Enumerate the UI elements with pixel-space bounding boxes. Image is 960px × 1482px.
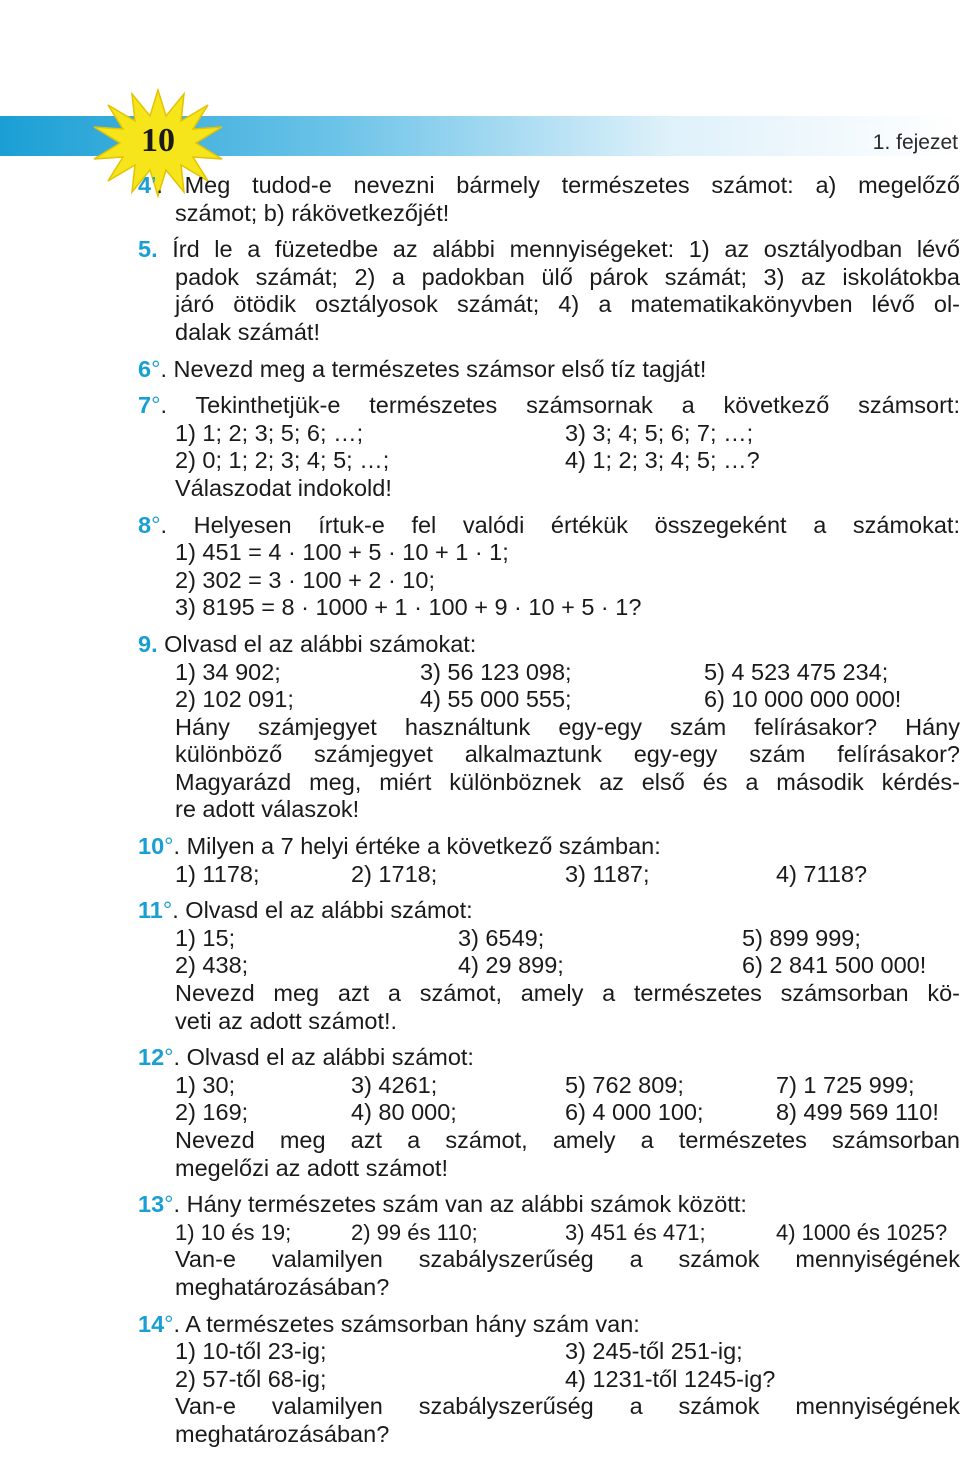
difficulty-mark: ° <box>151 355 161 382</box>
exercise-text: Írd le a füzetedbe az alábbi mennyiségeket: 1) az osztályodban lévő <box>157 236 960 263</box>
exercise-line: dalak számát! <box>175 318 320 345</box>
difficulty-mark: ° <box>164 833 174 860</box>
exercise-line <box>138 631 960 659</box>
exercise-line: megelőzi az adott számot! <box>175 1154 448 1181</box>
item: 3) 245-től 251-ig; <box>565 1338 743 1365</box>
item: 3) 8195 = 8 · 1000 + 1 · 100 + 9 · 10 + 5 · 1? <box>175 594 642 621</box>
exercise-line <box>138 356 960 384</box>
exercise-text: . Olvasd el az alábbi számot: <box>172 897 473 924</box>
exercise-line: járó ötödik osztályosok számát; 4) a matematikakönyvben lévő ol- <box>175 291 960 318</box>
item: 6) 2 841 500 000! <box>742 952 927 979</box>
exercise-7 <box>138 392 960 502</box>
item: 1) 10 és 19; <box>175 1219 292 1245</box>
exercise-line: veti az adott számot!. <box>175 1007 398 1034</box>
exercise-line <box>138 512 960 540</box>
exercise-line <box>138 897 960 925</box>
exercise-line: meghatározásában? <box>175 1273 390 1300</box>
item: 1) 30; <box>175 1071 236 1098</box>
exercise-number: 12 <box>138 1044 165 1071</box>
item: 1) 1178; <box>175 860 260 887</box>
item-row <box>138 1099 960 1127</box>
exercise-text: Olvasd el az alábbi számokat: <box>157 630 477 657</box>
exercise-8 <box>138 512 960 622</box>
difficulty-mark: ° <box>164 1044 174 1071</box>
difficulty-mark: ° <box>164 1191 174 1218</box>
item-row <box>138 952 960 980</box>
exercise-line <box>138 833 960 861</box>
item: 1) 34 902; <box>175 658 281 685</box>
exercise-line: Van-e valamilyen szabályszerűség a számok mennyiségének <box>175 1393 960 1420</box>
difficulty-mark: ’ <box>151 172 157 198</box>
item-row <box>138 1219 960 1247</box>
item: 4) 1000 és 1025? <box>776 1219 948 1245</box>
exercise-list <box>138 172 960 1449</box>
exercise-text: . Helyesen írtuk-e fel valódi értékük összegeként a számokat: <box>160 511 960 538</box>
exercise-line: Válaszodat indokold! <box>175 474 392 501</box>
item: 4) 80 000; <box>351 1099 457 1126</box>
item: 5) 899 999; <box>742 924 861 951</box>
exercise-line <box>138 172 960 200</box>
item: 2) 0; 1; 2; 3; 4; 5; …; <box>175 447 390 474</box>
exercise-5 <box>138 236 960 346</box>
difficulty-mark: ° <box>162 897 173 924</box>
exercise-number: 9. <box>138 630 158 657</box>
difficulty-mark: ° <box>151 392 161 419</box>
item: 5) 4 523 475 234; <box>704 658 889 685</box>
item: 2) 102 091; <box>175 686 294 713</box>
item: 1) 15; <box>175 924 236 951</box>
item-row <box>138 1338 960 1366</box>
exercise-text: . A természetes számsorban hány szám van: <box>173 1310 640 1337</box>
exercise-line: Van-e valamilyen szabályszerűség a számok mennyiségének <box>175 1246 960 1273</box>
exercise-text: . Hány természetes szám van az alábbi számok között: <box>173 1191 747 1218</box>
exercise-number: 14 <box>138 1310 165 1337</box>
exercise-line: padok számát; 2) a padokban ülő párok számát; 3) az iskolátokba <box>175 263 960 290</box>
exercise-10 <box>138 833 960 888</box>
exercise-line: különböző számjegyet alkalmaztunk egy-egy szám felírásakor? <box>175 741 960 768</box>
item: 6) 4 000 100; <box>565 1099 704 1126</box>
item-row <box>138 925 960 953</box>
exercise-number: 4 <box>138 172 152 198</box>
item: 1) 10-től 23-ig; <box>175 1338 327 1365</box>
item: 3) 6549; <box>458 924 545 951</box>
exercise-13 <box>138 1191 960 1301</box>
exercise-line: meghatározásában? <box>175 1420 390 1447</box>
exercise-line <box>138 1191 960 1219</box>
exercise-text: . Milyen a 7 helyi értéke a következő számban: <box>173 833 661 860</box>
item: 2) 302 = 3 · 100 + 2 · 10; <box>175 566 435 593</box>
exercise-number: 11 <box>138 897 163 924</box>
item: 5) 762 809; <box>565 1071 684 1098</box>
chapter-label: 1. fejezet <box>872 131 958 154</box>
item: 2) 99 és 110; <box>351 1219 478 1245</box>
exercise-number: 13 <box>138 1191 165 1218</box>
exercise-text: . Nevezd meg a természetes számsor első tíz tagját! <box>160 355 707 382</box>
exercise-4 <box>138 172 960 227</box>
item-row <box>138 861 960 889</box>
exercise-14 <box>138 1311 960 1449</box>
item-row <box>138 1072 960 1100</box>
exercise-number: 7 <box>138 392 152 419</box>
exercise-number: 10 <box>138 833 165 860</box>
exercise-line: Nevezd meg azt a számot, amely a természetes számsorban kö- <box>175 980 960 1007</box>
item: 3) 1187; <box>565 860 650 887</box>
exercise-line: Magyarázd meg, miért különböznek az első és a második kérdés- <box>175 768 960 795</box>
item-row <box>138 447 960 475</box>
item: 1) 1; 2; 3; 5; 6; …; <box>175 419 364 446</box>
difficulty-mark: ° <box>151 511 161 538</box>
exercise-number: 5. <box>138 236 158 263</box>
exercise-line: Nevezd meg azt a számot, amely a természetes számsorban <box>175 1127 960 1153</box>
item: 2) 57-től 68-ig; <box>175 1365 327 1392</box>
item: 3) 4261; <box>351 1071 438 1098</box>
item: 4) 29 899; <box>458 952 564 979</box>
exercise-line: számot; b) rákövetkezőjét! <box>175 199 450 226</box>
item-row <box>138 1366 960 1394</box>
exercise-6 <box>138 356 960 384</box>
item: 3) 3; 4; 5; 6; 7; …; <box>565 419 754 446</box>
item: 2) 1718; <box>351 860 438 887</box>
item: 1) 451 = 4 · 100 + 5 · 10 + 1 · 1; <box>175 539 509 566</box>
item: 4) 1231-től 1245-ig? <box>565 1365 776 1392</box>
item: 8) 499 569 110! <box>776 1099 939 1126</box>
exercise-line: Hány számjegyet használtunk egy-egy szám felírásakor? Hány <box>175 713 960 740</box>
exercise-11 <box>138 897 960 1035</box>
chapter-page-number: 10 <box>141 122 175 159</box>
item: 2) 169; <box>175 1099 249 1126</box>
item: 2) 438; <box>175 952 249 979</box>
exercise-line: re adott válaszok! <box>175 796 360 823</box>
exercise-number: 6 <box>138 355 152 382</box>
item-row <box>138 420 960 448</box>
item-row <box>138 686 960 714</box>
item: 4) 7118? <box>776 860 868 887</box>
item: 6) 10 000 000 000! <box>704 686 902 713</box>
item: 4) 1; 2; 3; 4; 5; …? <box>565 447 760 474</box>
exercise-text: . Tekinthetjük-e természetes számsornak a következő számsort: <box>160 392 960 419</box>
exercise-9 <box>138 631 960 824</box>
exercise-line <box>138 1044 960 1072</box>
exercise-text: . Olvasd el az alábbi számot: <box>173 1044 474 1071</box>
exercise-line <box>138 1311 960 1339</box>
exercise-number: 8 <box>138 511 152 538</box>
exercise-text: . Meg tudod-e nevezni bármely természetes számot: a) megelőző <box>156 172 960 198</box>
item: 3) 451 és 471; <box>565 1219 706 1245</box>
difficulty-mark: ° <box>164 1310 174 1337</box>
exercise-line <box>138 236 960 264</box>
exercise-12 <box>138 1044 960 1182</box>
item-row <box>138 659 960 687</box>
item: 3) 56 123 098; <box>420 658 572 685</box>
item: 4) 55 000 555; <box>420 686 572 713</box>
exercise-line <box>138 392 960 420</box>
item: 7) 1 725 999; <box>776 1071 915 1098</box>
